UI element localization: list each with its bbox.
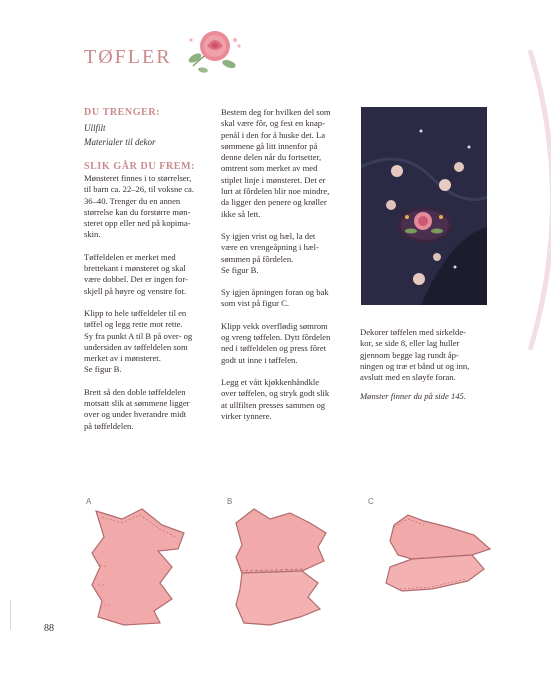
- needs-heading: DU TRENGER:: [84, 107, 161, 118]
- figure-c-label: C: [368, 497, 374, 506]
- slipper-photo: [361, 107, 487, 305]
- paragraph: Mønsteret finnes i to størrelser, til barn ca. 22–26, til voksne ca. 36–40. Trenger du en annen størrelse kan du forstørre møn- steret opp eller ned på kopima- skin.: [84, 173, 195, 240]
- figure-c-slipper: [372, 505, 494, 605]
- paragraph: Legg et vått kjøkkenhåndkle over tøffelen, og stryk godt slik at ullfilten presses sammen og virker tynnere.: [221, 376, 330, 421]
- column-3: [360, 327, 490, 403]
- figure-b-label: B: [227, 497, 233, 506]
- paragraph: Dekorer tøffelen med sirkelde- kor, se side 8, eller lag huller gjennom begge lag rundt åp- ningen og træ et bånd ut og inn, avslutt med en sløyfe foran.: [360, 327, 470, 383]
- paragraph: Bestem deg for hvilken del som skal være fôr, og fest en knap- penål i den for å huske det. La sømmene gå litt innenfor på denne delen når du fortsetter, omtrent som merket av med stiplet linje i mønsteret. Det er lurt at fôrdelen blir noe mindre, da ligger den penere og krøller ikke så lett.: [221, 107, 331, 219]
- paragraph: Sy igjen åpningen foran og bak som vist på figur C.: [221, 287, 329, 309]
- needs-item: Materialer til dekor: [84, 137, 156, 147]
- page-title: TØFLER: [84, 46, 172, 68]
- margin-mark: [10, 600, 11, 630]
- paragraph: Klipp to hele tøffeldeler til en tøffel og legg rette mot rette. Sy fra punkt A til B på over- og undersiden av tøffeldelen som merket av i mønsteret. Se figur B.: [84, 307, 193, 375]
- pattern-reference: Mønster finner du på side 145.: [360, 391, 466, 402]
- paragraph: Brett så den doble tøffeldelen motsatt slik at sømmene ligger over og under hverandre midt på tøffeldelen.: [84, 386, 190, 431]
- column-1: [84, 107, 212, 432]
- decorative-arc: [490, 50, 551, 350]
- steps-heading: SLIK GÅR DU FREM:: [84, 161, 196, 172]
- column-2: [221, 107, 351, 422]
- paragraph: Klipp vekk overflødig sømrom og vreng tøffelen. Dytt fôrdelen ned i tøffeldelen og press fôret godt ut inne i tøffelen.: [221, 320, 331, 365]
- figure-a-slipper: [88, 505, 190, 631]
- page-number: 88: [44, 623, 54, 634]
- paragraph: Tøffeldelen er merket med brettekant i mønsteret og skal være dobbel. Det er ingen for- skjell på høyre og venstre fot.: [84, 251, 188, 296]
- figure-b-slipper: [230, 505, 332, 631]
- rose-illustration: [183, 26, 245, 76]
- paragraph: Sy igjen vrist og hæl, la det være en vrengeåpning i hæl- sømmen på fôrdelen. Se figur B.: [221, 230, 319, 275]
- figure-a-label: A: [86, 497, 92, 506]
- needs-item: Ullfilt: [84, 123, 106, 133]
